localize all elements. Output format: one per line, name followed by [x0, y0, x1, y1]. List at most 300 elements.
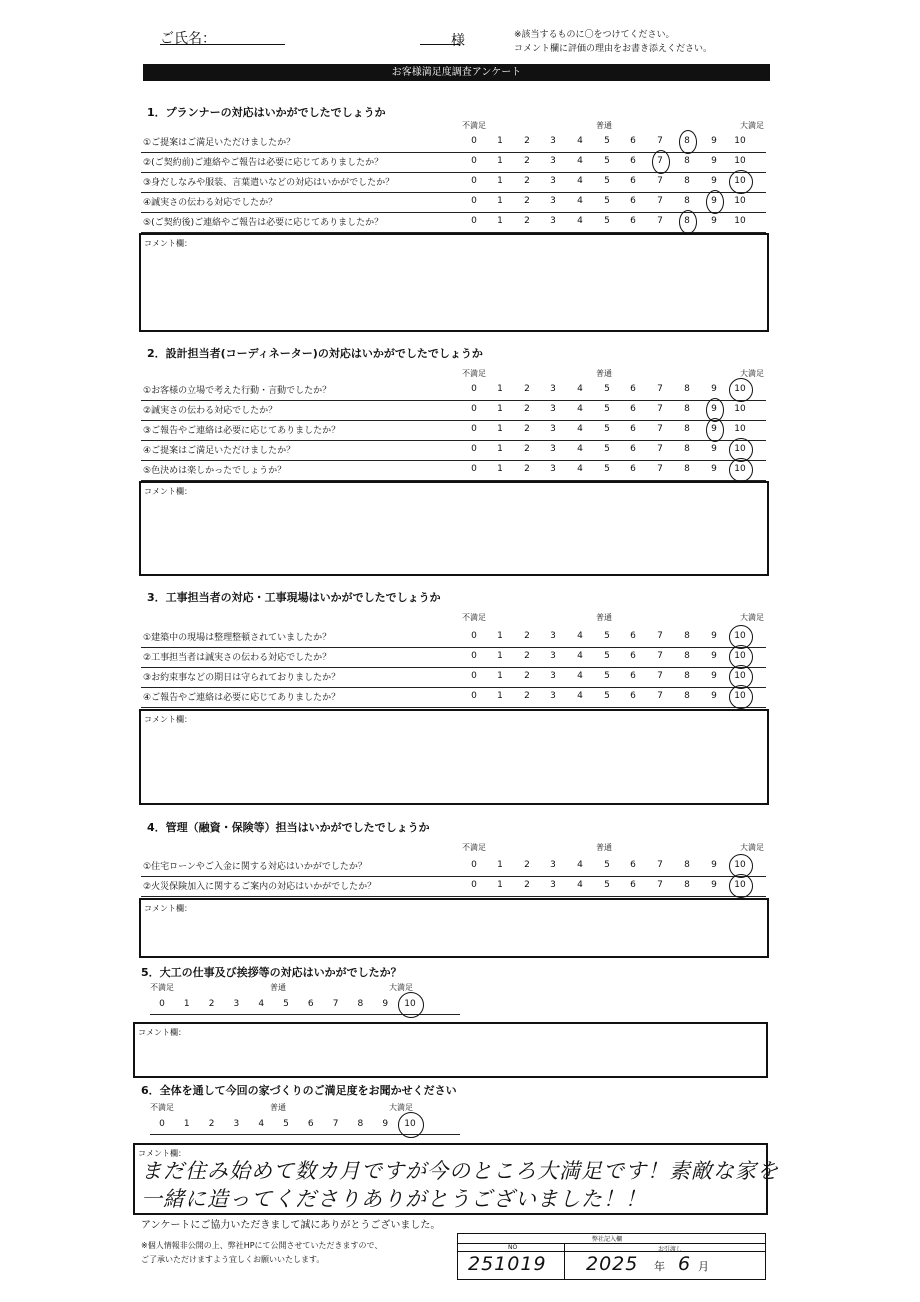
- rating-option[interactable]: 3: [550, 196, 556, 206]
- question-row: [141, 420, 766, 441]
- rating-option[interactable]: 6: [630, 444, 636, 454]
- scale-mid-label: 普通: [270, 1103, 286, 1112]
- rating-option[interactable]: 6: [630, 880, 636, 890]
- rating-option[interactable]: 10: [734, 671, 746, 681]
- section-5-scale: [150, 998, 460, 1015]
- rating-option[interactable]: 8: [684, 651, 690, 661]
- question-text: ①お客様の立場で考えた行動・言動でしたか？: [143, 386, 332, 396]
- question-row: [141, 380, 766, 401]
- rating-option[interactable]: 10: [734, 156, 746, 166]
- rating-option[interactable]: 4: [258, 999, 265, 1009]
- rating-option[interactable]: 0: [471, 156, 477, 166]
- rating-option[interactable]: 9: [711, 136, 717, 146]
- comment-label: コメント欄：: [144, 487, 192, 496]
- rating-option[interactable]: 5: [604, 631, 610, 641]
- question-text: ④ご提案はご満足いただけましたか？: [143, 446, 296, 456]
- rating-option[interactable]: 6: [630, 651, 636, 661]
- rating-option[interactable]: 3: [550, 691, 556, 701]
- rating-option[interactable]: 4: [577, 216, 583, 226]
- rating-option[interactable]: 4: [577, 156, 583, 166]
- rating-option[interactable]: 10: [734, 196, 746, 206]
- rating-option[interactable]: 9: [711, 424, 717, 434]
- rating-option[interactable]: 3: [550, 156, 556, 166]
- selected-rating-circle: [398, 992, 424, 1018]
- section-1-title: 1．プランナーの対応はいかがでしたでしょうか: [147, 106, 386, 119]
- rating-option[interactable]: 9: [711, 691, 717, 701]
- rating-option[interactable]: 5: [604, 136, 610, 146]
- rating-option[interactable]: 8: [684, 860, 690, 870]
- rating-option[interactable]: 2: [524, 444, 530, 454]
- question-row: [141, 192, 766, 213]
- no-column-header: NO: [508, 1244, 518, 1251]
- comment-label: コメント欄：: [144, 239, 192, 248]
- rating-option[interactable]: 3: [550, 860, 556, 870]
- rating-option[interactable]: 3: [550, 404, 556, 414]
- rating-option[interactable]: 2: [524, 691, 530, 701]
- rating-option[interactable]: 9: [382, 999, 389, 1009]
- rating-option[interactable]: 4: [577, 424, 583, 434]
- question-row: [141, 460, 766, 481]
- scale-mid-label: 普通: [596, 613, 612, 622]
- rating-option[interactable]: 9: [711, 444, 717, 454]
- question-text: ①住宅ローンやご入金に関する対応はいかがでしたか？: [143, 862, 367, 872]
- rating-option[interactable]: 2: [524, 176, 530, 186]
- rating-option[interactable]: 3: [550, 464, 556, 474]
- rating-option[interactable]: 4: [577, 651, 583, 661]
- scale-high-label: 大満足: [389, 983, 413, 992]
- rating-option[interactable]: 9: [382, 1119, 389, 1129]
- rating-option[interactable]: 5: [604, 860, 610, 870]
- comment-label: コメント欄：: [138, 1149, 186, 1158]
- rating-option[interactable]: 3: [550, 631, 556, 641]
- scale-low-label: 不満足: [150, 1103, 174, 1112]
- rating-option[interactable]: 3: [233, 1119, 240, 1129]
- rating-option[interactable]: 2: [524, 384, 530, 394]
- rating-option[interactable]: 4: [577, 860, 583, 870]
- question-row: [141, 212, 766, 233]
- rating-option[interactable]: 1: [497, 216, 503, 226]
- rating-option[interactable]: 5: [604, 404, 610, 414]
- rating-option[interactable]: 8: [684, 404, 690, 414]
- rating-option[interactable]: 0: [471, 384, 477, 394]
- rating-option[interactable]: 4: [577, 631, 583, 641]
- rating-option[interactable]: 3: [550, 880, 556, 890]
- rating-option[interactable]: 6: [630, 424, 636, 434]
- rating-option[interactable]: 6: [630, 464, 636, 474]
- rating-option[interactable]: 7: [657, 136, 663, 146]
- comment-label: コメント欄：: [144, 904, 192, 913]
- rating-option[interactable]: 8: [357, 1119, 364, 1129]
- scale-low-label: 不満足: [150, 983, 174, 992]
- section-3-comment-box[interactable]: [139, 709, 769, 805]
- rating-option[interactable]: 8: [684, 444, 690, 454]
- question-text: ①建築中の現場は整理整頓されていましたか？: [143, 633, 332, 643]
- rating-option[interactable]: 1: [497, 384, 503, 394]
- rating-option[interactable]: 10: [404, 1119, 416, 1129]
- rating-option[interactable]: 7: [657, 651, 663, 661]
- selected-rating-circle: [706, 190, 724, 214]
- scale-low-label: 不満足: [462, 121, 486, 130]
- rating-option[interactable]: 9: [711, 216, 717, 226]
- rating-option[interactable]: 6: [630, 631, 636, 641]
- scale-high-label: 大満足: [389, 1103, 413, 1112]
- rating-option[interactable]: 10: [734, 216, 746, 226]
- selected-rating-circle: [706, 418, 724, 442]
- rating-option[interactable]: 7: [657, 216, 663, 226]
- rating-option[interactable]: 6: [630, 136, 636, 146]
- rating-option[interactable]: 1: [183, 999, 190, 1009]
- office-use-table: [457, 1233, 766, 1280]
- rating-option[interactable]: 10: [404, 999, 416, 1009]
- rating-option[interactable]: 6: [307, 999, 314, 1009]
- rating-option[interactable]: 6: [630, 196, 636, 206]
- section-4-comment-box[interactable]: [139, 898, 769, 958]
- question-row: [141, 400, 766, 421]
- question-row: [141, 627, 766, 648]
- rating-option[interactable]: 7: [657, 691, 663, 701]
- rating-option[interactable]: 0: [471, 136, 477, 146]
- name-label: ご氏名：: [160, 31, 216, 47]
- question-row: [141, 856, 766, 877]
- rating-option[interactable]: 8: [684, 424, 690, 434]
- rating-option[interactable]: 10: [734, 860, 746, 870]
- rating-option[interactable]: 4: [577, 404, 583, 414]
- selected-rating-circle: [398, 1112, 424, 1138]
- instruction-note-1: ※該当するものに〇をつけてください。: [514, 30, 675, 40]
- rating-option[interactable]: 5: [604, 671, 610, 681]
- question-text: ④誠実さの伝わる対応でしたか？: [143, 198, 278, 208]
- rating-option[interactable]: 2: [524, 404, 530, 414]
- rating-option[interactable]: 2: [524, 464, 530, 474]
- rating-option[interactable]: 3: [550, 384, 556, 394]
- rating-option[interactable]: 5: [604, 424, 610, 434]
- rating-option[interactable]: 4: [577, 176, 583, 186]
- comment-label: コメント欄：: [138, 1028, 186, 1037]
- section-3-title: 3．工事担当者の対応・工事現場はいかがでしたでしょうか: [147, 591, 441, 604]
- rating-option[interactable]: 10: [734, 444, 746, 454]
- rating-option[interactable]: 7: [657, 671, 663, 681]
- section-6-scale: [150, 1118, 460, 1135]
- question-row: [141, 667, 766, 688]
- rating-option[interactable]: 10: [734, 404, 746, 414]
- rating-option[interactable]: 8: [684, 216, 690, 226]
- rating-option[interactable]: 4: [577, 880, 583, 890]
- rating-option[interactable]: 9: [711, 651, 717, 661]
- scale-high-label: 大満足: [740, 843, 764, 852]
- rating-option[interactable]: 7: [657, 880, 663, 890]
- rating-option[interactable]: 1: [497, 404, 503, 414]
- rating-option[interactable]: 2: [524, 424, 530, 434]
- rating-option[interactable]: 1: [497, 444, 503, 454]
- section-2-title: 2．設計担当者(コーディネーター)の対応はいかがでしたでしょうか: [147, 347, 483, 360]
- rating-option[interactable]: 0: [159, 1119, 165, 1129]
- rating-option[interactable]: 0: [471, 860, 477, 870]
- rating-option[interactable]: 0: [471, 631, 477, 641]
- question-row: [141, 152, 766, 173]
- rating-option[interactable]: 3: [550, 136, 556, 146]
- rating-option[interactable]: 10: [734, 424, 746, 434]
- privacy-note-1: ※個人情報非公開の上、弊社HPにて公開させていただきますので、: [141, 1241, 383, 1250]
- question-row: [141, 687, 766, 708]
- rating-option[interactable]: 5: [604, 651, 610, 661]
- rating-option[interactable]: 0: [471, 671, 477, 681]
- rating-option[interactable]: 7: [657, 444, 663, 454]
- rating-option[interactable]: 2: [524, 631, 530, 641]
- question-text: ①ご提案はご満足いただけましたか？: [143, 138, 296, 148]
- rating-option[interactable]: 6: [630, 404, 636, 414]
- rating-option[interactable]: 1: [497, 691, 503, 701]
- rating-option[interactable]: 10: [734, 176, 746, 186]
- section-4-title: 4．管理（融資・保険等）担当はいかがでしたでしょうか: [147, 821, 430, 834]
- rating-option[interactable]: 9: [711, 880, 717, 890]
- rating-option[interactable]: 0: [471, 880, 477, 890]
- honorific: 様: [451, 33, 465, 49]
- rating-option[interactable]: 5: [604, 196, 610, 206]
- rating-option[interactable]: 2: [524, 880, 530, 890]
- rating-option[interactable]: 9: [711, 404, 717, 414]
- rating-option[interactable]: 9: [711, 176, 717, 186]
- rating-option[interactable]: 6: [307, 1119, 314, 1129]
- scale-high-label: 大満足: [740, 613, 764, 622]
- privacy-note-2: ご了承いただけますよう宜しくお願いいたします。: [141, 1255, 325, 1264]
- rating-option[interactable]: 2: [524, 651, 530, 661]
- office-use-title: 弊社記入欄: [592, 1236, 623, 1243]
- rating-option[interactable]: 1: [497, 464, 503, 474]
- selected-rating-circle: [679, 130, 697, 154]
- section-2-comment-box[interactable]: [139, 481, 769, 576]
- rating-option[interactable]: 8: [684, 464, 690, 474]
- rating-option[interactable]: 3: [550, 444, 556, 454]
- rating-option[interactable]: 9: [711, 464, 717, 474]
- rating-option[interactable]: 1: [497, 196, 503, 206]
- rating-option[interactable]: 4: [577, 444, 583, 454]
- selected-rating-circle: [729, 685, 753, 709]
- rating-option[interactable]: 2: [524, 860, 530, 870]
- rating-option[interactable]: 3: [550, 216, 556, 226]
- scale-mid-label: 普通: [596, 121, 612, 130]
- rating-option[interactable]: 8: [684, 880, 690, 890]
- name-field-line[interactable]: [160, 44, 285, 45]
- rating-option[interactable]: 10: [734, 136, 746, 146]
- rating-option[interactable]: 1: [497, 631, 503, 641]
- scale-mid-label: 普通: [596, 369, 612, 378]
- rating-option[interactable]: 5: [604, 464, 610, 474]
- handwritten-comment-line-1: まだ住み始めて数カ月ですが今のところ大満足です！素敵な家を: [141, 1159, 779, 1183]
- rating-option[interactable]: 7: [657, 860, 663, 870]
- year-unit: 年: [654, 1260, 665, 1273]
- selected-rating-circle: [729, 170, 753, 194]
- instruction-note-2: コメント欄に評価の理由をお書き添えください。: [514, 44, 713, 54]
- rating-option[interactable]: 3: [233, 999, 240, 1009]
- rating-option[interactable]: 10: [734, 631, 746, 641]
- rating-option[interactable]: 1: [497, 176, 503, 186]
- rating-option[interactable]: 0: [471, 424, 477, 434]
- rating-option[interactable]: 7: [332, 1119, 339, 1129]
- rating-option[interactable]: 3: [550, 176, 556, 186]
- rating-option[interactable]: 5: [283, 999, 289, 1009]
- rating-option[interactable]: 6: [630, 860, 636, 870]
- question-text: ④ご報告やご連絡は必要に応じてありましたか？: [143, 693, 341, 703]
- comment-label: コメント欄：: [144, 715, 192, 724]
- rating-option[interactable]: 0: [471, 196, 477, 206]
- question-row: [141, 440, 766, 461]
- rating-option[interactable]: 7: [657, 196, 663, 206]
- rating-option[interactable]: 0: [471, 216, 477, 226]
- rating-option[interactable]: 2: [524, 136, 530, 146]
- rating-option[interactable]: 1: [497, 136, 503, 146]
- rating-option[interactable]: 4: [577, 464, 583, 474]
- rating-option[interactable]: 9: [711, 860, 717, 870]
- rating-option[interactable]: 0: [471, 651, 477, 661]
- rating-option[interactable]: 8: [684, 156, 690, 166]
- rating-option[interactable]: 2: [524, 196, 530, 206]
- selected-rating-circle: [679, 210, 697, 234]
- scale-mid-label: 普通: [596, 843, 612, 852]
- handover-year: 2025: [586, 1253, 639, 1275]
- rating-option[interactable]: 2: [524, 671, 530, 681]
- scale-high-label: 大満足: [740, 369, 764, 378]
- rating-option[interactable]: 2: [524, 156, 530, 166]
- rating-option[interactable]: 8: [684, 691, 690, 701]
- rating-option[interactable]: 9: [711, 631, 717, 641]
- question-text: ②誠実さの伝わる対応でしたか？: [143, 406, 278, 416]
- rating-option[interactable]: 7: [657, 404, 663, 414]
- rating-option[interactable]: 8: [684, 631, 690, 641]
- question-text: ③お約束事などの期日は守られておりましたか？: [143, 673, 341, 683]
- rating-option[interactable]: 0: [471, 404, 477, 414]
- rating-option[interactable]: 0: [471, 464, 477, 474]
- question-text: ②工事担当者は誠実さの伝わる対応でしたか？: [143, 653, 332, 663]
- rating-option[interactable]: 6: [630, 671, 636, 681]
- selected-rating-circle: [729, 378, 753, 402]
- question-text: ③身だしなみや服装、言葉遣いなどの対応はいかがでしたか？: [143, 178, 395, 188]
- rating-option[interactable]: 0: [159, 999, 165, 1009]
- rating-option[interactable]: 8: [357, 999, 364, 1009]
- rating-option[interactable]: 1: [497, 424, 503, 434]
- rating-option[interactable]: 4: [577, 196, 583, 206]
- rating-option[interactable]: 0: [471, 691, 477, 701]
- selected-rating-circle: [729, 874, 753, 898]
- rating-option[interactable]: 5: [604, 880, 610, 890]
- rating-option[interactable]: 6: [630, 176, 636, 186]
- question-text: ③ご報告やご連絡は必要に応じてありましたか？: [143, 426, 341, 436]
- section-5-comment-box[interactable]: [133, 1022, 768, 1078]
- rating-option[interactable]: 5: [604, 444, 610, 454]
- handover-column-header: お引渡し: [658, 1246, 683, 1253]
- month-unit: 月: [698, 1260, 709, 1273]
- scale-mid-label: 普通: [270, 983, 286, 992]
- rating-option[interactable]: 0: [471, 176, 477, 186]
- rating-option[interactable]: 4: [258, 1119, 265, 1129]
- question-text: ⑤色決めは楽しかったでしょうか？: [143, 466, 287, 476]
- rating-option[interactable]: 6: [630, 384, 636, 394]
- rating-option[interactable]: 9: [711, 196, 717, 206]
- rating-option[interactable]: 8: [684, 176, 690, 186]
- question-text: ②(ご契約前)ご連絡やご報告は必要に応じてありましたか？: [143, 158, 384, 168]
- rating-option[interactable]: 9: [711, 156, 717, 166]
- rating-option[interactable]: 4: [577, 691, 583, 701]
- rating-option[interactable]: 10: [734, 691, 746, 701]
- scale-low-label: 不満足: [462, 369, 486, 378]
- selected-rating-circle: [652, 150, 670, 174]
- rating-option[interactable]: 5: [604, 156, 610, 166]
- rating-option[interactable]: 6: [630, 156, 636, 166]
- rating-option[interactable]: 7: [657, 176, 663, 186]
- rating-option[interactable]: 4: [577, 136, 583, 146]
- rating-option[interactable]: 1: [497, 860, 503, 870]
- rating-option[interactable]: 5: [604, 691, 610, 701]
- rating-option[interactable]: 4: [577, 671, 583, 681]
- rating-option[interactable]: 5: [604, 384, 610, 394]
- section-6-comment-box[interactable]: [133, 1143, 779, 1215]
- rating-option[interactable]: 8: [684, 136, 690, 146]
- handover-month: 6: [678, 1253, 692, 1275]
- rating-option[interactable]: 7: [657, 631, 663, 641]
- rating-option[interactable]: 5: [604, 176, 610, 186]
- rating-option[interactable]: 10: [734, 384, 746, 394]
- section-5-title: 5．大工の仕事及び挨拶等の対応はいかがでしたか？: [141, 966, 402, 979]
- rating-option[interactable]: 3: [550, 671, 556, 681]
- rating-option[interactable]: 10: [734, 464, 746, 474]
- section-6-title: 6．全体を通して今回の家づくりのご満足度をお聞かせください: [141, 1084, 457, 1097]
- rating-option[interactable]: 9: [711, 671, 717, 681]
- rating-option[interactable]: 7: [332, 999, 339, 1009]
- rating-option[interactable]: 10: [734, 651, 746, 661]
- rating-option[interactable]: 2: [524, 216, 530, 226]
- rating-option[interactable]: 8: [684, 384, 690, 394]
- survey-number: 251019: [468, 1253, 547, 1275]
- rating-option[interactable]: 9: [711, 384, 717, 394]
- rating-option[interactable]: 8: [684, 671, 690, 681]
- rating-option[interactable]: 2: [208, 999, 215, 1009]
- rating-option[interactable]: 7: [657, 464, 663, 474]
- rating-option[interactable]: 1: [497, 671, 503, 681]
- rating-option[interactable]: 2: [208, 1119, 215, 1129]
- rating-option[interactable]: 7: [657, 384, 663, 394]
- rating-option[interactable]: 1: [497, 156, 503, 166]
- rating-option[interactable]: 3: [550, 651, 556, 661]
- question-row: [141, 132, 766, 153]
- question-row: [141, 647, 766, 668]
- question-row: [141, 876, 766, 897]
- rating-option[interactable]: 3: [550, 424, 556, 434]
- question-text: ⑤(ご契約後)ご連絡やご報告は必要に応じてありましたか？: [143, 218, 384, 228]
- section-1-comment-box[interactable]: [139, 233, 769, 332]
- rating-option[interactable]: 10: [734, 880, 746, 890]
- scale-low-label: 不満足: [462, 843, 486, 852]
- rating-option[interactable]: 4: [577, 384, 583, 394]
- rating-option[interactable]: 1: [497, 651, 503, 661]
- question-row: [141, 172, 766, 193]
- survey-banner: お客様満足度調査アンケート: [143, 64, 770, 81]
- rating-option[interactable]: 7: [657, 156, 663, 166]
- selected-rating-circle: [729, 458, 753, 482]
- rating-option[interactable]: 8: [684, 196, 690, 206]
- handwritten-comment-line-2: 一緒に造ってくださりありがとうございました！！: [141, 1187, 647, 1211]
- rating-option[interactable]: 7: [657, 424, 663, 434]
- rating-option[interactable]: 6: [630, 691, 636, 701]
- question-text: ②火災保険加入に関するご案内の対応はいかがでしたか？: [143, 882, 377, 892]
- rating-option[interactable]: 1: [183, 1119, 190, 1129]
- rating-option[interactable]: 5: [283, 1119, 289, 1129]
- rating-option[interactable]: 5: [604, 216, 610, 226]
- rating-option[interactable]: 1: [497, 880, 503, 890]
- scale-high-label: 大満足: [740, 121, 764, 130]
- scale-low-label: 不満足: [462, 613, 486, 622]
- rating-option[interactable]: 6: [630, 216, 636, 226]
- thanks-message: アンケートにご協力いただきまして誠にありがとうございました。: [141, 1220, 441, 1231]
- rating-option[interactable]: 0: [471, 444, 477, 454]
